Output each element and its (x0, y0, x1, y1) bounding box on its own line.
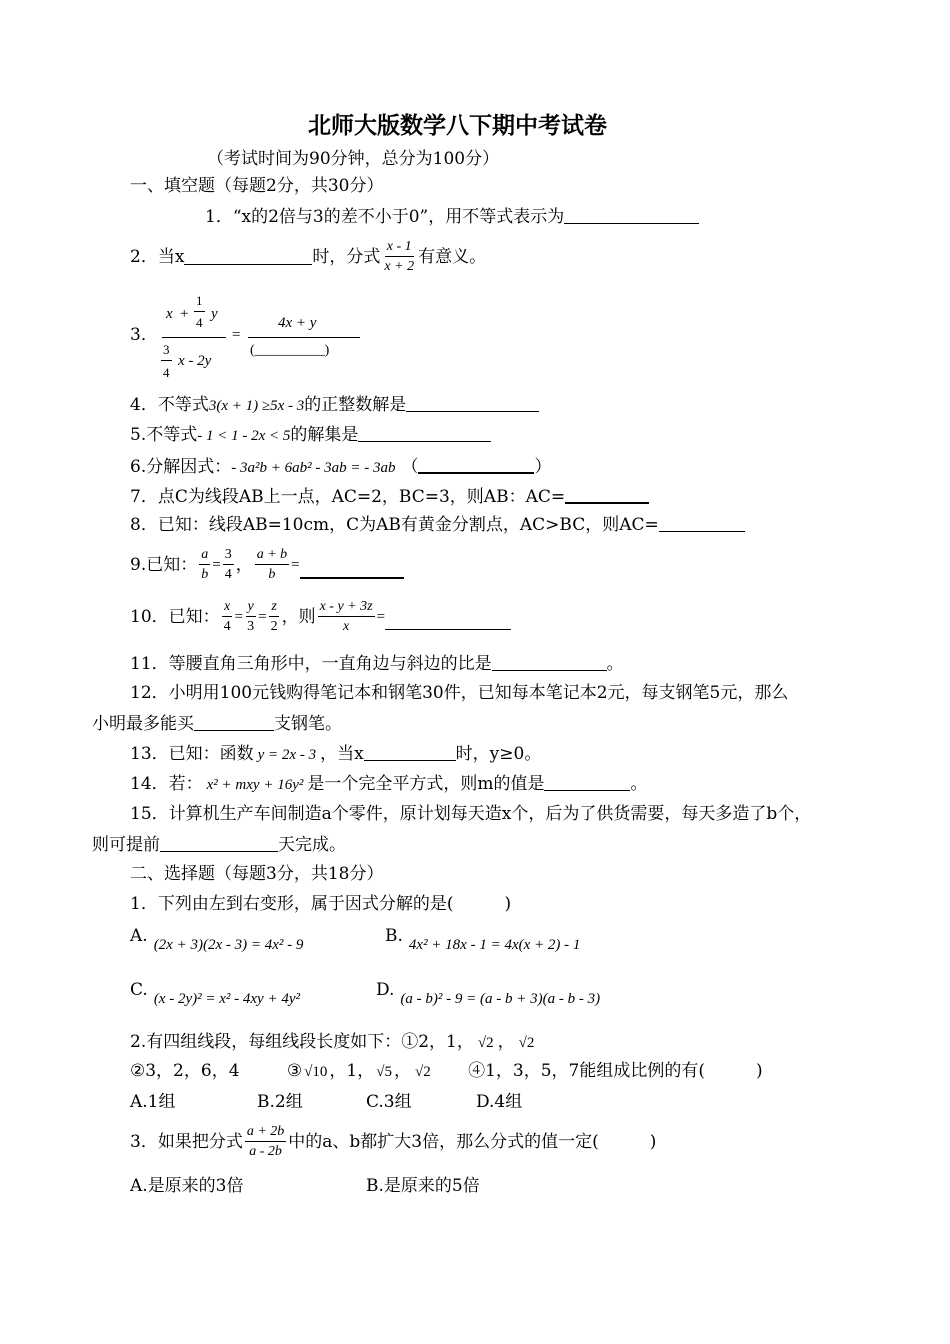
math-var: x (166, 306, 173, 322)
fraction (222, 600, 233, 634)
numerator: y (246, 600, 256, 617)
answer-blank[interactable] (418, 457, 534, 474)
question-11-text: 。 (606, 654, 624, 674)
question-4-text: 的正整数解是 (304, 395, 407, 415)
question-4 (130, 396, 539, 414)
question-13 (130, 745, 541, 763)
fraction-bar (248, 337, 360, 338)
question-14-text: 。 (630, 774, 648, 794)
math-sqrt: √2 (477, 1035, 494, 1051)
question-text: 中的a、b都扩大3倍，那么分式的值一定( ) (288, 1131, 657, 1152)
denominator: 2 (270, 619, 278, 634)
answer-blank[interactable] (194, 715, 274, 731)
question-5-text: 5.不等式 (130, 425, 198, 445)
numerator: z (269, 600, 278, 617)
numerator: x - y + 3z (318, 600, 375, 617)
question-text: 2.有四组线段，每组线段长度如下：①2，1， (130, 1032, 474, 1052)
comma: ， (235, 554, 253, 575)
math-sqrt: √5 (376, 1064, 392, 1080)
question-14-text: 是一个完全平方式，则m的值是 (307, 774, 545, 794)
paren: （ (401, 457, 419, 477)
denominator: 4 (223, 619, 231, 634)
fraction-bar (161, 360, 172, 361)
choice-3-option-b[interactable]: B.是原来的5倍 (366, 1176, 480, 1196)
question-7 (130, 487, 649, 506)
answer-blank[interactable] (184, 249, 312, 265)
choice-question-2-line2 (130, 1063, 763, 1080)
choice-1-option-d[interactable] (376, 982, 600, 1007)
answer-blank[interactable] (565, 487, 649, 504)
question-1-text: 1．“x的2倍与3的差不小于0”，用不等式表示为 (205, 207, 565, 227)
fraction (318, 600, 375, 634)
answer-blank[interactable] (406, 396, 539, 412)
math-expr: y = 2x - 3 (257, 747, 317, 763)
math-expr: (a - b)² - 9 = (a - b + 3)(a - b - 3) (400, 991, 601, 1007)
denominator: a - 2b (249, 1144, 282, 1159)
question-12-line1: 12．小明用100元钱购得笔记本和钢笔30件，已知每本笔记本2元，每支钢笔5元，那么 (130, 683, 789, 703)
question-12-text: 支钢笔。 (274, 714, 342, 734)
question-14-text: 14．若： (130, 774, 203, 794)
exam-subtitle: （考试时间为90分钟，总分为100分） (207, 149, 500, 169)
answer-blank[interactable] (358, 426, 491, 442)
math-expr: - 1 < 1 - 2x < 5 (197, 428, 291, 444)
numerator: a (199, 548, 210, 565)
numerator: 3 (223, 548, 234, 565)
comma: ， (393, 1061, 411, 1081)
question-10-text: 10．已知： (130, 606, 220, 627)
denominator: x + 2 (384, 259, 415, 274)
question-5-text: 的解集是 (290, 425, 359, 445)
answer-blank[interactable] (659, 516, 745, 532)
question-8-text: 8．已知：线段AB=10cm，C为AB有黄金分割点，AC>BC，则AC= (130, 515, 659, 535)
option-label: B. (385, 926, 403, 946)
question-12-line2 (92, 715, 342, 733)
fraction (245, 600, 256, 634)
fraction (255, 548, 289, 582)
fraction-bar (194, 311, 205, 312)
fraction (199, 548, 210, 582)
equals-sign: = (376, 608, 386, 625)
fraction (245, 1125, 286, 1159)
math-sqrt: √2 (414, 1064, 431, 1080)
equals-sign: = (234, 608, 244, 625)
question-2-text: 时，分式 (312, 246, 381, 267)
denominator: 3 (247, 619, 255, 634)
question-8 (130, 516, 745, 534)
math-expr: (x - 2y)² = x² - 4xy + 4y² (153, 991, 300, 1007)
fraction (223, 548, 234, 582)
choice-1-option-c[interactable] (130, 982, 300, 1007)
question-9 (130, 548, 404, 582)
question-15-text: 天完成。 (278, 835, 346, 855)
question-12-text: 小明最多能买 (92, 714, 194, 734)
comma: ， (497, 1032, 515, 1052)
question-6 (130, 457, 551, 476)
numerator: a + b (255, 548, 289, 565)
numerator: x - 1 (385, 240, 414, 257)
denominator: x (342, 619, 350, 634)
denominator: 4 (224, 567, 232, 582)
fraction (269, 600, 280, 634)
question-4-text: 4．不等式 (130, 395, 209, 415)
math-sqrt: √10 (304, 1064, 328, 1080)
choice-2-option-c[interactable]: C.3组 (366, 1092, 412, 1112)
math-expr: x - 2y (178, 353, 212, 369)
question-text: 3．如果把分式 (130, 1131, 243, 1152)
math-num: 1 (196, 293, 203, 308)
question-13-text: 时，y≥0。 (455, 744, 542, 764)
question-13-text: ，当x (320, 744, 364, 764)
option-label: A. (130, 926, 148, 946)
question-2-text: 2．当x (130, 246, 185, 267)
question-15-text: 则可提前 (92, 835, 160, 855)
math-var: y (211, 306, 218, 322)
question-2 (130, 240, 486, 274)
math-expr: - 3a²b + 6ab² - 3ab = - 3ab (231, 460, 396, 476)
question-2-text: 有意义。 (418, 246, 487, 267)
section-multiple-choice: 二、选择题（每题3分，共18分） (130, 864, 384, 884)
math-expr: x² + mxy + 16y² (206, 777, 304, 793)
segment-group: ③ (286, 1061, 303, 1081)
math-sqrt: √2 (518, 1035, 535, 1051)
fraction (382, 240, 416, 274)
answer-blank[interactable] (300, 562, 404, 579)
numerator: x (222, 600, 232, 617)
question-9-text: 9.已知： (130, 554, 198, 575)
choice-2-option-b[interactable]: B.2组 (257, 1092, 303, 1112)
choice-question-3 (130, 1125, 656, 1159)
main-fraction-bar (162, 337, 226, 338)
choice-2-option-d[interactable]: D.4组 (476, 1092, 523, 1112)
numerator: 4x + y (278, 315, 317, 331)
equals-sign: = (232, 327, 241, 343)
segment-group: ②3，2，6，4 (130, 1061, 240, 1081)
numerator: a + 2b (245, 1125, 286, 1142)
answer-blank[interactable] (492, 655, 607, 671)
math-num: 4 (196, 315, 203, 330)
question-14 (130, 775, 647, 793)
question-15-line1: 15．计算机生产车间制造a个零件，原计划每天造x个，后为了供货需要，每天多造了b个， (130, 804, 812, 824)
question-1 (205, 208, 699, 226)
choice-2-option-a[interactable]: A.1组 (130, 1092, 176, 1112)
option-label: D. (376, 980, 395, 1000)
segment-group: ④1，3，5，7能组成比例的有( ) (468, 1061, 763, 1081)
math-expr: (2x + 3)(2x - 3) = 4x² - 9 (153, 937, 304, 953)
question-5 (130, 426, 491, 444)
answer-blank[interactable] (544, 775, 630, 791)
option-label: C. (130, 980, 148, 1000)
answer-blank[interactable] (385, 614, 511, 630)
page-title: 北师大版数学八下期中考试卷 (308, 112, 607, 139)
choice-3-option-a[interactable]: A.是原来的3倍 (130, 1176, 244, 1196)
answer-blank[interactable] (160, 836, 278, 852)
answer-blank[interactable] (364, 745, 456, 761)
paren: ） (534, 457, 552, 477)
denominator: b (201, 567, 209, 582)
answer-blank[interactable]: (__________) (250, 343, 330, 358)
section-fill-in: 一、填空题（每题2分，共30分） (130, 176, 384, 196)
question-11 (130, 655, 624, 673)
question-number: 3． (130, 325, 158, 345)
question-13-text: 13．已知：函数 (130, 744, 254, 764)
equals-sign: = (212, 556, 221, 573)
choice-question-1: 1．下列由左到右变形，属于因式分解的是( ) (130, 894, 512, 914)
equals-sign: = (258, 608, 267, 625)
math-expr: 4x² + 18x - 1 = 4x(x + 2) - 1 (408, 937, 581, 953)
question-15-line2 (92, 836, 346, 854)
math-expr: 3(x + 1) ≥5x - 3 (208, 398, 305, 414)
math-num: 3 (163, 342, 170, 357)
question-10-text: ，则 (281, 606, 316, 627)
question-7-text: 7．点C为线段AB上一点，AC=2，BC=3，则AB：AC= (130, 487, 566, 507)
question-11-text: 11．等腰直角三角形中，一直角边与斜边的比是 (130, 654, 492, 674)
choice-1-option-b[interactable] (385, 928, 580, 953)
math-num: 4 (163, 365, 170, 380)
question-6-text: 6.分解因式： (130, 457, 232, 477)
choice-question-2 (130, 1034, 534, 1051)
denominator: b (268, 567, 276, 582)
choice-1-option-a[interactable] (130, 928, 303, 953)
question-10 (130, 600, 511, 634)
answer-blank[interactable] (564, 208, 699, 224)
equals-sign: = (291, 556, 300, 573)
math-op: + (180, 306, 189, 322)
segment-group: ，1， (329, 1061, 375, 1081)
